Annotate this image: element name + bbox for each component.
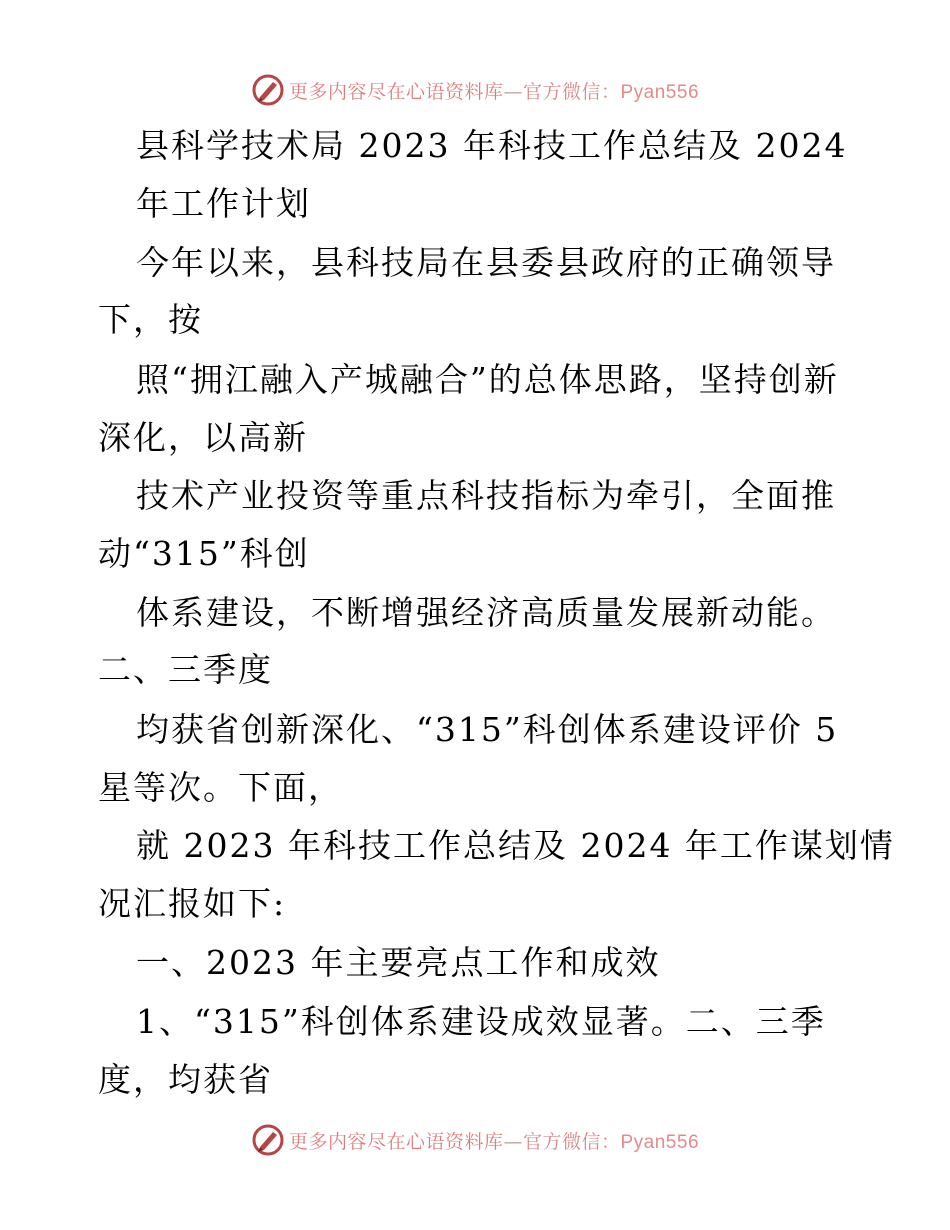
doc-paragraph-line: 就 2023 年科技工作总结及 2024 年工作谋划情 <box>136 826 895 865</box>
doc-title-line: 县科学技术局 2023 年科技工作总结及 2024 <box>136 126 848 165</box>
watermark-banner-top <box>0 70 950 110</box>
doc-paragraph-line: 技术产业投资等重点科技指标为牵引，全面推 <box>136 476 836 515</box>
watermark-text: 更多内容尽在心语资料库—官方微信：Pyan556 <box>288 80 700 103</box>
doc-paragraph-line: 二、三季度 <box>98 650 273 689</box>
doc-paragraph-line: 1、“315”科创体系建设成效显著。二、三季 <box>136 1002 826 1041</box>
doc-paragraph-line: 今年以来，县科技局在县委县政府的正确领导 <box>136 243 836 282</box>
doc-paragraph-line: 下，按 <box>98 300 203 339</box>
watermark-text: 更多内容尽在心语资料库—官方微信：Pyan556 <box>288 1130 700 1153</box>
pen-logo-icon <box>251 1123 285 1157</box>
doc-paragraph-line: 度，均获省 <box>98 1060 273 1099</box>
doc-paragraph-line: 动“315”科创 <box>98 534 310 573</box>
doc-title-line: 年工作计划 <box>136 184 311 223</box>
watermark-banner-bottom <box>0 1120 950 1160</box>
doc-paragraph-line: 星等次。下面， <box>98 768 343 807</box>
doc-paragraph-line: 况汇报如下: <box>98 884 287 923</box>
doc-paragraph-line: 深化，以高新 <box>98 418 308 457</box>
doc-heading-line: 一、2023 年主要亮点工作和成效 <box>136 943 661 982</box>
doc-paragraph-line: 照“拥江融入产城融合”的总体思路，坚持创新 <box>136 360 839 399</box>
pen-logo-icon <box>251 73 285 107</box>
doc-paragraph-line: 均获省创新深化、“315”科创体系建设评价 5 <box>136 710 839 749</box>
doc-paragraph-line: 体系建设，不断增强经济高质量发展新动能。 <box>136 593 836 632</box>
